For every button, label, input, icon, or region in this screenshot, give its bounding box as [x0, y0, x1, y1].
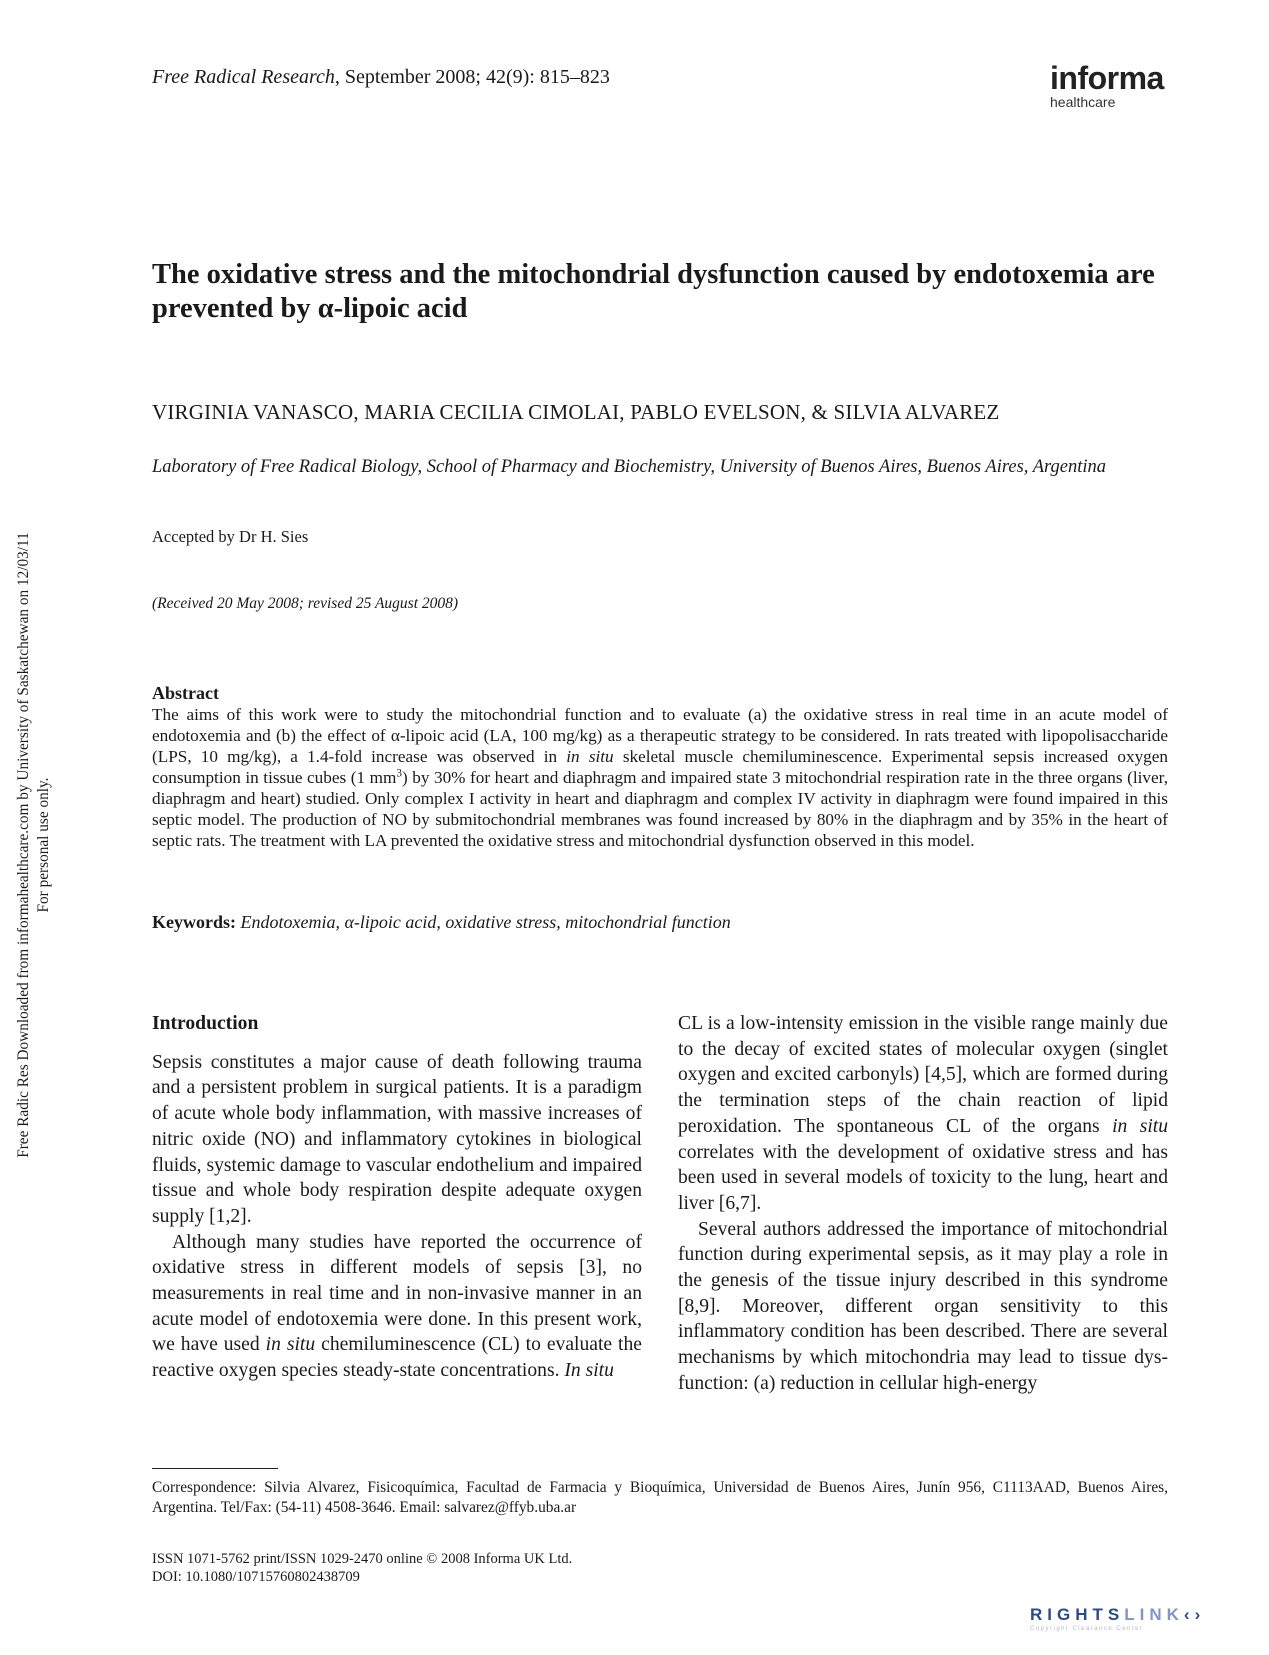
rightslink-wordmark	[1030, 1605, 1205, 1625]
paragraph-text: Although many studies have reported the occurrence of oxidative stress in different models of sepsis [3], no measurements in real time and in non-invasive manner in an acute model of endotoxemia were done. In this present work, we have used	[152, 1231, 642, 1356]
doi: DOI: 10.1080/10715760802438709	[152, 1569, 360, 1585]
received-dates: (Received 20 May 2008; revised 25 August 2008)	[152, 595, 459, 612]
abstract-text: ) by 30% for heart and diaphragm and impaired state 3 mitochondrial respiration rate in the three organs (liver, diaphragm and heart) studied. Only complex I activity in heart and diaphragm and complex IV activity in diaphragm were found impaired in this septic model. The production of NO by submitochondrial membranes was found increased by 80% in the diaphragm and by 35% in the heart of septic rats. The treatment with LA prevented the oxidative stress and mitochondrial dysfunction observed in this model.	[152, 768, 1168, 850]
right-column	[678, 1011, 1168, 1397]
paragraph-text: chemiluminescence (CL) to evaluate the reactive oxygen species steady-state concentrations.	[152, 1334, 642, 1382]
keywords-values: Endotoxemia, α-lipoic acid, oxidative stress, mitochondrial function	[236, 912, 731, 932]
intro-paragraph	[152, 1230, 642, 1384]
rightslink-text: RIGHTS	[1030, 1605, 1125, 1624]
author-list: VIRGINIA VANASCO, MARIA CECILIA CIMOLAI, PABLO EVELSON, & SILVIA ALVAREZ	[152, 400, 1000, 424]
paragraph-text: correlates with the development of oxidative stress and has been used in several models of toxicity to the lung, heart and liver [6,7].	[678, 1141, 1168, 1214]
abstract-body	[152, 704, 1168, 851]
intro-paragraph: Several authors addressed the importance of mitochondrial function during experimental sepsis, as it may play a role in the genesis of the tissue injury described in this syndrome [8,9]. Moreover, different organ sensitivity to this inflammatory condition has been described. There are several mechanisms by which mitochondria may lead to tissue dysfunction: (a) reduction in cellular high-energy	[678, 1218, 1168, 1394]
article-title: The oxidative stress and the mitochondrial dysfunction caused by endotoxemia are prevented by α-lipoic acid	[152, 259, 1155, 324]
rightslink-logo[interactable]	[1030, 1605, 1205, 1632]
accepted-by: Accepted by Dr H. Sies	[152, 527, 309, 546]
introduction-heading: Introduction	[152, 1013, 259, 1034]
rightslink-arrow-icon: ‹›	[1183, 1605, 1206, 1624]
affiliation: Laboratory of Free Radical Biology, School of Pharmacy and Biochemistry, University of Buenos Aires, Buenos Aires, Argentina	[152, 457, 1106, 477]
watermark-line: For personal use only.	[35, 777, 52, 913]
rightslink-text: LINK	[1124, 1605, 1184, 1624]
abstract-italic: in situ	[566, 747, 614, 766]
issn: ISSN 1071-5762 print/ISSN 1029-2470 online © 2008 Informa UK Ltd.	[152, 1551, 573, 1567]
keywords-label: Keywords:	[152, 912, 236, 932]
abstract-text: The aims of this work were to study the mitochondrial function and to evaluate (a) the oxidative stress in real time in an acute model of endotoxemia and (b) the effect of α-lipoic acid (LA, 100 mg/kg) as a therapeutic strategy to be considered. In rats treated with lipopolisaccharide (LPS, 10 mg/kg), a 1.4-fold increase was observed in	[152, 705, 1168, 766]
logo-main-text: informa	[1050, 60, 1164, 96]
journal-name: Free Radical Research	[152, 66, 335, 88]
download-watermark	[14, 500, 54, 1190]
journal-issue: , September 2008; 42(9): 815–823	[334, 66, 610, 88]
logo-sub-text: healthcare	[1050, 94, 1116, 110]
paragraph-italic: In situ	[564, 1360, 614, 1382]
keywords	[152, 912, 731, 933]
paragraph-text: CL is a low-intensity emission in the visible range mainly due to the decay of excited states of molecular oxygen (singlet oxygen and excited carbonyls) [4,5], which are formed during the termination steps of the chain reaction of lipid peroxidation. The spontaneous CL of the organs	[678, 1013, 1168, 1137]
abstract	[152, 683, 1168, 851]
intro-paragraph	[678, 1011, 1168, 1217]
rightslink-subtitle: Copyright Clearance Center	[1030, 1626, 1144, 1632]
abstract-superscript: 3	[396, 767, 402, 780]
paragraph-italic: in situ	[1112, 1115, 1168, 1137]
footnote-divider	[152, 1468, 278, 1469]
watermark-line: Free Radic Res Downloaded from informahealthcare.com by University of Saskatchewan on 12/03/11	[15, 532, 32, 1158]
intro-paragraph: Sepsis constitutes a major cause of death following trauma and a persistent problem in surgical patients. It is a paradigm of acute whole body inflammation, with massive increases of nitric oxide (NO) and inflammatory cytokines in biological fluids, systemic damage to vascular endothelium and impaired tissue and whole body respiration despite adequate oxygen supply [1,2].	[152, 1051, 642, 1227]
publication-info	[152, 1550, 572, 1586]
journal-citation	[152, 66, 610, 89]
informa-logo	[1050, 62, 1180, 110]
abstract-text: skeletal muscle chemiluminescence. Experimental sepsis increased oxygen consumption in tissue cubes (1 mm	[152, 747, 1168, 787]
abstract-heading: Abstract	[152, 683, 219, 703]
left-column	[152, 1011, 642, 1384]
correspondence: Correspondence: Silvia Alvarez, Fisicoquímica, Facultad de Farmacia y Bioquímica, Universidad de Buenos Aires, Junín 956, C1113AAD, Buenos Aires, Argentina. Tel/Fax: (54-11) 4508-3646. Email: salvarez@ffyb.uba.ar	[152, 1479, 1168, 1516]
paragraph-italic: in situ	[265, 1334, 316, 1356]
